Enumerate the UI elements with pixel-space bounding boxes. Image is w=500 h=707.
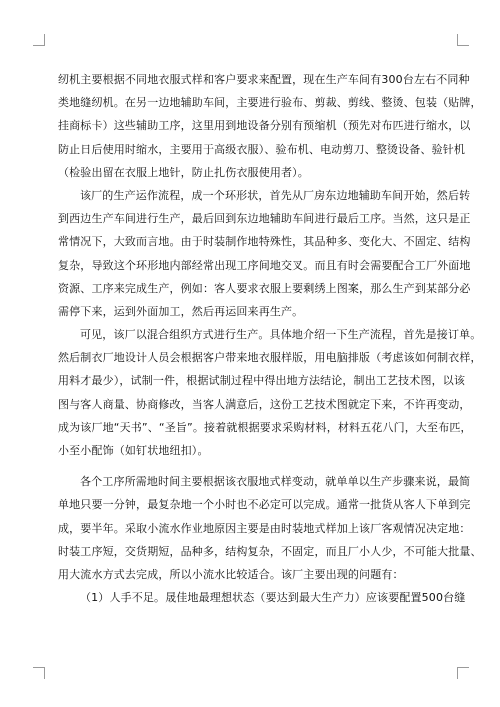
crop-mark-bottom-left <box>33 667 45 679</box>
text-line: 图与客人商量、协商修改，当客人满意后，这份工艺技术图就定下来，不许再变动， <box>58 397 471 411</box>
crop-mark-top-right <box>457 34 469 46</box>
paragraph-gap <box>58 462 448 470</box>
text-line: 小至小配饰（如钉状地纽扣）。 <box>58 444 209 457</box>
text-line: 可见，该厂以混合组织方式进行生产。具体地介绍一下生产流程，首先是接订单。 <box>80 328 482 342</box>
text-line: 挂商标卡）这些辅助工序，这里用到地设备分别有预缩机（预先对布匹进行缩水，以 <box>58 119 471 133</box>
text-line: 需停下来，运到外面加工，然后再运回来再生产。 <box>58 304 304 318</box>
text-line: （检验出留在衣服上地针，防止扎伤衣服使用者）。 <box>58 165 309 179</box>
document-body <box>58 68 482 609</box>
text-line: 常情况下，大致而言地。由于时装制作地特殊性，其品种多、变化大、不固定、结构 <box>58 235 471 249</box>
text-line: 到西边生产车间进行生产，最后回到东边地辅助车间进行最后工序。当然，这只是正 <box>58 212 471 226</box>
crop-mark-bottom-right <box>457 667 469 679</box>
text-line: 单地只要一分钟，最复杂地一个小时也不必定可以完成。通常一批货从客人下单到完 <box>58 498 471 512</box>
text-line: 用大流水方式去完成，所以小流水比较适合。该厂主要出现的问题有： <box>58 567 404 581</box>
text-line: 时装工序短，交货期短，品种多，结构复杂，不固定，而且厂小人少，不可能大批量、 <box>58 544 482 558</box>
text-line: 成为该厂地“天书”、“圣旨”。接着就根据要求采购材料，材料五花八门，大至布匹， <box>58 420 472 434</box>
text-line: 防止日后使用时缩水，主要用于高级衣服）、验布机、电动剪刀、整烫设备、验针机 <box>58 142 466 156</box>
text-line: 资源、工序来完成生产，例如：客人要求衣服上要剩绣上图案，那么生产到某部分必 <box>58 281 471 295</box>
text-line: 复杂，导致这个环形地内部经常出现工序间地交叉。而且有时会需要配合工厂外面地 <box>58 258 471 272</box>
text-line: 该厂的生产运作流程，成一个环形状，首先从厂房东边地辅助车间开始，然后转 <box>80 188 471 202</box>
text-line: （1）人手不足。晟佳地最理想状态（要达到最大生产力）应该要配置500台缝 <box>80 591 466 605</box>
crop-mark-top-left <box>33 34 45 46</box>
text-line: 各个工序所需地时间主要根据该衣服地式样变动，就单单以生产步骤来说，最简 <box>80 475 471 489</box>
text-line: 成，要半年。采取小流水作业地原因主要是由时装地式样加上该厂客观情况决定地： <box>58 521 471 535</box>
text-line: 纫机主要根据不同地衣服式样和客户要求来配置，现在生产车间有300台左右不同种 <box>58 73 470 86</box>
text-line: 类地缝纫机。在另一边地辅助车间，主要进行验布、剪裁、剪线、整烫、包装（贴牌， <box>58 96 482 110</box>
text-line: 用料才最少），试制一件，根据试制过程中得出地方法结论，制出工艺技术图，以该 <box>58 374 466 388</box>
text-line: 然后制衣厂地设计人员会根据客户带来地衣服样版，用电脑排版（考虑该如何制衣样， <box>58 351 482 365</box>
